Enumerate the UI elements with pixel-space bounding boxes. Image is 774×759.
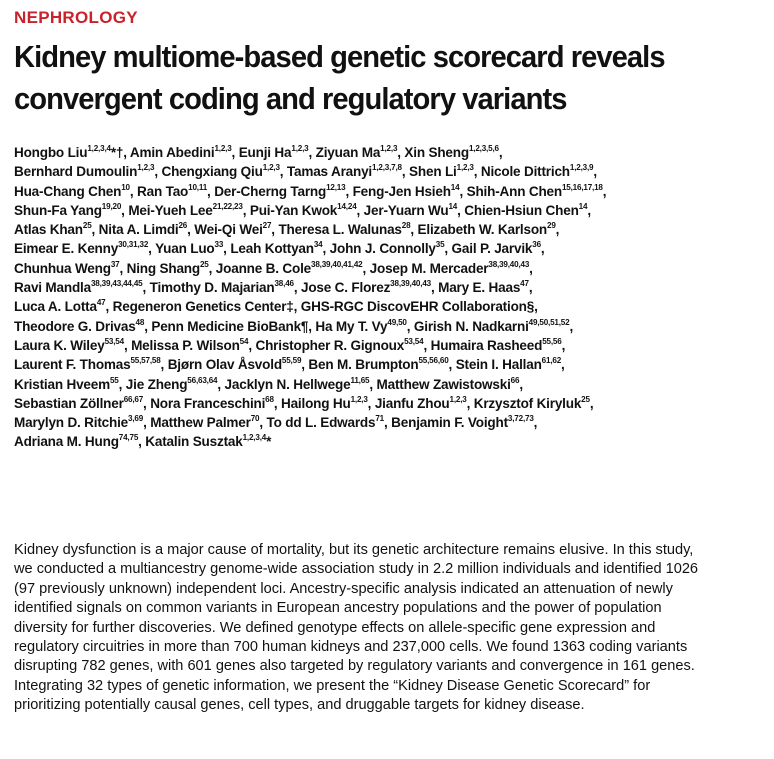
author-separator: , <box>105 299 113 316</box>
author-name <box>363 200 465 219</box>
affiliation-marker: 38,39,43,44,45 <box>90 278 143 289</box>
author-name-text: Ben M. Brumpton <box>308 357 419 374</box>
author-separator: , <box>519 376 523 393</box>
affiliation-marker: 25 <box>581 393 590 404</box>
author-name-text: Wei-Qi Wei <box>194 222 263 239</box>
affiliation-marker: 55,56,60 <box>418 355 449 366</box>
author-name-text: Humaira Rasheed <box>430 337 543 354</box>
author-name <box>267 415 392 431</box>
author-name-text: Nora Franceschini <box>150 395 266 412</box>
author-separator: , <box>119 260 127 277</box>
author-name-text: Eunji Ha <box>238 145 292 161</box>
author-separator: , <box>187 222 195 239</box>
abstract-line: identified signals on common variants in European ancestry populations and the power of population <box>14 599 662 617</box>
author-separator: , <box>121 202 129 219</box>
author-name-text: Girish N. Nadkarni <box>413 318 529 335</box>
author-separator: , <box>444 241 452 258</box>
author-name <box>215 258 370 277</box>
affiliation-marker: 21,22,23 <box>212 200 243 211</box>
author-name <box>466 181 607 200</box>
author-separator: , <box>533 415 538 432</box>
author-separator: , <box>279 164 287 181</box>
author-separator: , <box>397 145 405 161</box>
author-line <box>14 144 749 163</box>
author-separator: , <box>223 241 231 258</box>
author-name-text: Hongbo Liu <box>14 145 88 161</box>
author-separator: , <box>273 395 281 412</box>
abstract-line: Integrating 32 types of genetic information, we present the “Kidney Disease Genetic Scorecard” for <box>14 676 651 694</box>
author-name <box>14 280 150 296</box>
abstract-line: prioritizing potentially causal genes, cell types, and druggable targets for kidney disease. <box>14 696 585 714</box>
author-separator: , <box>498 145 503 161</box>
affiliation-marker: 3,72,73 <box>507 413 534 424</box>
author-separator: , <box>143 395 151 412</box>
author-separator: , <box>406 318 414 335</box>
author-separator: , <box>529 260 533 277</box>
author-separator: , <box>561 357 565 374</box>
affiliation-marker: 49,50,51,52 <box>528 316 570 327</box>
author-separator: , <box>410 222 418 239</box>
author-separator: , <box>555 222 560 239</box>
author-name-text: John J. Connolly <box>329 241 436 258</box>
author-name-text: Atlas Khan <box>14 222 83 239</box>
affiliation-marker: 38,39,40,43 <box>488 258 530 269</box>
affiliation-marker: 37 <box>110 258 120 269</box>
author-name-text: Melissa P. Wilson <box>131 337 240 354</box>
author-name-text: Krzysztof Kiryluk <box>473 395 582 412</box>
affiliation-marker: 25 <box>199 258 209 269</box>
author-name-text: Ziyuan Ma <box>315 145 381 161</box>
affiliation-marker: 14 <box>578 200 588 211</box>
abstract-line: we conducted a multiancestry genome-wide association study in 2.2 million individuals and identified 1026 <box>14 560 699 578</box>
author-name-text: GHS-RGC DiscovEHR Collaboration§, <box>300 299 538 316</box>
affiliation-marker: 36 <box>532 239 541 250</box>
author-name-text: Hua-Chang Chen <box>14 183 122 200</box>
author-name <box>14 357 168 373</box>
author-separator: , <box>430 280 439 297</box>
author-name <box>239 145 316 161</box>
affiliation-marker: 28 <box>401 220 411 231</box>
affiliation-marker: 48 <box>135 316 145 327</box>
author-name-text: Katalin Susztak <box>145 434 243 451</box>
author-name-text: Yuan Luo <box>155 241 215 258</box>
affiliation-marker: 27 <box>262 220 272 231</box>
author-name <box>14 299 113 315</box>
author-separator: , <box>345 183 353 200</box>
author-name-text: Eimear E. Kenny <box>14 241 119 258</box>
author-name <box>413 316 574 335</box>
author-name <box>150 415 266 431</box>
author-separator: , <box>160 357 168 374</box>
author-separator: , <box>143 415 151 432</box>
author-name-text: Leah Kottyan <box>230 241 314 258</box>
author-name <box>391 415 537 431</box>
author-separator: , <box>259 415 267 432</box>
author-name <box>278 222 417 238</box>
affiliation-marker: 19,20 <box>101 200 122 211</box>
author-name-text: Jie Zheng <box>125 376 188 393</box>
author-name-text: Hailong Hu <box>280 395 351 412</box>
author-name-text: Ran Tao <box>137 183 189 200</box>
author-separator: , <box>322 241 330 258</box>
author-separator: , <box>208 260 216 277</box>
affiliation-marker: 49,50 <box>387 316 407 327</box>
author-line <box>14 202 749 221</box>
author-separator: , <box>528 280 533 297</box>
author-name <box>131 335 256 354</box>
affiliation-marker: 61,62 <box>541 355 562 366</box>
affiliation-marker: 55,57,58 <box>130 355 161 366</box>
author-separator: , <box>123 337 132 354</box>
author-separator: , <box>144 318 152 335</box>
author-name-text: Matthew Zawistowski <box>376 376 511 393</box>
author-name <box>481 164 597 180</box>
author-line <box>14 279 749 298</box>
author-name-text: Tamas Aranyi <box>286 164 373 181</box>
affiliation-marker: 1,2,3 <box>137 162 155 173</box>
author-separator: , <box>138 434 146 451</box>
author-name-text: Theodore G. Drivas <box>14 318 136 335</box>
author-separator: , <box>369 376 377 393</box>
author-name-text: Shih-Ann Chen <box>466 183 562 200</box>
author-name-text: Chengxiang Qiu <box>161 164 263 181</box>
affiliation-marker: 71 <box>375 413 385 424</box>
author-name-text: Shun-Fa Yang <box>14 202 102 219</box>
affiliation-marker: 66,67 <box>123 393 144 404</box>
author-name-text: Chien-Hsiun Chen <box>464 202 579 219</box>
author-line <box>14 298 749 317</box>
author-name <box>155 241 230 257</box>
author-separator: , <box>129 183 138 200</box>
author-separator: , <box>118 376 126 393</box>
author-name <box>369 258 533 277</box>
author-name <box>301 299 538 315</box>
affiliation-marker: 15,16,17,18 <box>561 181 603 192</box>
author-separator: , <box>207 183 215 200</box>
author-name <box>374 393 474 412</box>
author-name <box>14 415 150 431</box>
author-name-text: Feng-Jen Hsieh <box>352 183 451 200</box>
author-name-text: Benjamin F. Voight <box>391 415 508 432</box>
author-name-text: Laurent F. Thomas <box>14 357 131 374</box>
author-name <box>14 434 145 450</box>
author-name <box>409 164 481 180</box>
author-name <box>404 145 502 161</box>
article-title <box>14 36 719 120</box>
affiliation-marker: 26 <box>178 220 188 231</box>
author-name <box>249 200 364 219</box>
author-line <box>14 356 749 375</box>
abstract-line: disrupting 782 genes, with 601 genes also targeted by regulatory variants and convergence in 161 genes. <box>14 657 695 675</box>
author-name <box>14 145 130 161</box>
author-name <box>14 258 127 277</box>
author-separator: , <box>367 395 375 412</box>
author-name <box>418 222 560 238</box>
author-name <box>330 241 452 257</box>
affiliation-marker: 35 <box>435 239 445 250</box>
author-line <box>14 414 749 433</box>
author-name <box>456 357 565 373</box>
author-name-text: Kristian Hveem <box>14 376 110 393</box>
author-name <box>280 393 375 412</box>
author-name-text: Sebastian Zöllner <box>14 395 124 412</box>
author-separator: , <box>459 183 467 200</box>
author-line <box>14 395 749 414</box>
author-name <box>130 145 239 161</box>
affiliation-marker: 1,2,3,4 <box>242 432 267 443</box>
author-name-text: Gail P. Jarvik <box>451 241 533 258</box>
author-separator: , <box>91 222 99 239</box>
author-separator: *†, <box>110 145 130 161</box>
author-name-text: Mary E. Haas <box>438 280 521 297</box>
affiliation-marker: 47 <box>96 297 106 308</box>
author-name-text: Pui-Yan Kwok <box>249 202 338 219</box>
author-name-text: To dd L. Edwards <box>266 415 376 432</box>
author-name-text: Xin Sheng <box>404 145 469 161</box>
affiliation-marker: 1,2,3,9 <box>569 162 594 173</box>
author-separator: , <box>540 241 545 258</box>
author-name-text: Nicole Dittrich <box>480 164 570 181</box>
affiliation-marker: 34 <box>313 239 323 250</box>
author-name-text: Ha My T. Vy <box>315 318 388 335</box>
affiliation-marker: 33 <box>214 239 224 250</box>
author-line <box>14 433 749 452</box>
author-separator: , <box>602 183 607 200</box>
abstract <box>14 540 753 715</box>
author-separator: , <box>401 164 410 181</box>
author-name <box>150 393 281 412</box>
affiliation-marker: 74,75 <box>118 432 139 443</box>
author-name-text: Timothy D. Majarian <box>149 280 275 297</box>
author-separator: , <box>457 202 465 219</box>
affiliation-marker: 1,2,3 <box>449 393 467 404</box>
affiliation-marker: 3,69 <box>128 413 144 424</box>
affiliation-marker: 55,59 <box>281 355 302 366</box>
affiliation-marker: 66 <box>510 374 520 385</box>
author-separator: , <box>593 164 597 181</box>
author-name-text: Matthew Palmer <box>150 415 251 432</box>
author-name-text: Ravi Mandla <box>14 280 91 297</box>
author-name <box>255 335 431 354</box>
author-line <box>14 318 749 337</box>
author-line <box>14 221 749 240</box>
author-name <box>452 241 545 257</box>
affiliation-marker: 1,2,3,5,6 <box>468 143 499 153</box>
author-name-text: Regeneron Genetics Center‡, <box>112 299 301 316</box>
author-name-text: Josep M. Mercader <box>369 260 489 277</box>
affiliation-marker: 38,46 <box>274 278 294 289</box>
affiliation-marker: 47 <box>520 278 529 289</box>
author-separator: , <box>154 164 162 181</box>
author-separator: , <box>231 145 239 161</box>
author-name <box>473 393 594 412</box>
author-name-text: Nita A. Limdi <box>98 222 179 239</box>
author-name-text: Laura K. Wiley <box>14 337 105 354</box>
affiliation-marker: 1,2,3 <box>350 393 368 404</box>
affiliation-marker: 1,2,3,4 <box>87 143 111 153</box>
author-name-text: Stein I. Hallan <box>455 357 542 374</box>
affiliation-marker: 55,56 <box>542 335 562 346</box>
author-name <box>126 258 216 277</box>
author-name <box>145 434 271 450</box>
affiliation-marker: 1,2,3 <box>456 162 474 173</box>
affiliation-marker: 1,2,3 <box>214 143 232 153</box>
author-separator: , <box>362 260 370 277</box>
author-name <box>352 181 467 200</box>
affiliation-marker: 38,39,40,41,42 <box>310 258 363 269</box>
affiliation-marker: 53,54 <box>404 335 424 346</box>
author-name <box>14 393 151 412</box>
affiliation-marker: 1,2,3 <box>262 162 280 173</box>
affiliation-marker: 14,24 <box>337 200 357 211</box>
author-name <box>14 241 155 257</box>
author-name <box>151 319 315 335</box>
author-name-text: Penn Medicine BioBank¶, <box>151 318 316 335</box>
author-name <box>137 181 215 200</box>
author-separator: , <box>569 318 574 335</box>
author-name <box>125 374 225 393</box>
author-separator: , <box>466 395 474 412</box>
author-name-text: Amin Abedini <box>129 145 215 161</box>
author-name-text: Joanne B. Cole <box>215 260 311 277</box>
affiliation-marker: 54 <box>239 335 249 346</box>
author-name <box>224 374 377 393</box>
author-separator: , <box>308 145 316 161</box>
author-name <box>214 181 353 200</box>
author-name <box>128 200 250 219</box>
author-name-text: Ning Shang <box>126 260 200 277</box>
affiliation-marker: 1,2,3 <box>380 143 398 153</box>
author-name <box>99 222 195 238</box>
affiliation-marker: 1,2,3 <box>291 143 309 153</box>
author-separator: , <box>589 395 594 412</box>
author-name-text: Der-Cherng Tarng <box>214 183 327 200</box>
affiliation-marker: 30,31,32 <box>118 239 149 250</box>
abstract-line: Kidney dysfunction is a major cause of mortality, but its genetic architecture remains elusive. In this study, <box>14 541 694 558</box>
abstract-line: regulatory circuitries in more than 700 human kidneys and 237,000 cells. We found 1363 coding variants <box>14 637 688 655</box>
author-name <box>161 164 286 180</box>
affiliation-marker: 14 <box>448 200 458 211</box>
author-name <box>376 374 523 393</box>
author-name <box>14 222 99 238</box>
abstract-line: diversity for further discoveries. We defined genotype effects on allele-specific gene expression and <box>14 618 656 636</box>
affiliation-marker: 10,11 <box>188 181 208 192</box>
title-line: convergent coding and regulatory variants <box>14 81 567 116</box>
author-name <box>14 200 129 219</box>
author-name-text: Jose C. Florez <box>300 280 391 297</box>
author-line <box>14 376 749 395</box>
author-line <box>14 163 749 182</box>
affiliation-marker: 1,2,3,7,8 <box>372 162 402 173</box>
author-name <box>14 164 161 180</box>
author-line <box>14 240 749 259</box>
author-separator: , <box>384 415 392 432</box>
affiliation-marker: 25 <box>82 220 92 231</box>
abstract-line: (97 previously unknown) independent loci. Ancestry-specific analysis indicated an attenuation of newly <box>14 579 673 597</box>
author-separator: , <box>587 202 591 219</box>
author-line <box>14 183 749 202</box>
author-name <box>438 280 532 296</box>
author-name <box>14 374 126 393</box>
author-name-text: Jianfu Zhou <box>374 395 450 412</box>
author-name <box>315 316 414 335</box>
author-name-text: Bjørn Olav Åsvold <box>167 357 282 374</box>
author-name-text: Shen Li <box>409 164 457 181</box>
affiliation-marker: 10 <box>121 181 130 192</box>
affiliation-marker: 11,65 <box>350 374 370 385</box>
author-name <box>150 280 301 296</box>
author-name <box>301 280 438 296</box>
author-separator: , <box>356 202 364 219</box>
affiliation-marker: 29 <box>547 220 556 231</box>
author-separator: , <box>448 357 456 374</box>
author-name <box>287 164 409 180</box>
affiliation-marker: 56,63,64 <box>187 374 218 385</box>
author-separator: , <box>293 280 301 297</box>
author-separator: , <box>148 241 156 258</box>
affiliation-marker: 68 <box>265 393 274 404</box>
author-name-text: Adriana M. Hung <box>14 434 119 451</box>
author-name-text: Christopher R. Gignoux <box>255 337 405 354</box>
author-name <box>194 222 278 238</box>
author-name <box>14 181 138 200</box>
affiliation-marker: 70 <box>250 413 260 424</box>
section-label: NEPHROLOGY <box>14 8 138 27</box>
author-separator: , <box>142 280 150 297</box>
author-name-text: Marylyn D. Ritchie <box>14 415 129 432</box>
author-name <box>316 145 405 161</box>
author-name <box>14 335 132 354</box>
author-separator: , <box>248 337 256 354</box>
author-separator: , <box>217 376 225 393</box>
author-name <box>168 357 309 373</box>
author-name-text: Elizabeth W. Karlson <box>417 222 548 239</box>
author-name-text: Theresa L. Walunas <box>278 222 402 239</box>
author-name <box>14 316 152 335</box>
affiliation-marker: 38,39,40,43 <box>390 278 431 289</box>
author-list <box>14 144 749 453</box>
author-line <box>14 260 749 279</box>
author-separator: * <box>266 434 272 451</box>
author-name <box>430 335 566 354</box>
author-name <box>464 200 591 219</box>
author-name <box>230 241 329 257</box>
affiliation-marker: 53,54 <box>104 335 124 346</box>
affiliation-marker: 14 <box>450 181 460 192</box>
affiliation-marker: 12,13 <box>326 181 346 192</box>
author-separator: , <box>242 202 250 219</box>
author-name-text: Jer-Yuarn Wu <box>363 202 449 219</box>
author-name-text: Bernhard Dumoulin <box>14 164 138 181</box>
author-name-text: Jacklyn N. Hellwege <box>224 376 351 393</box>
affiliation-marker: 55 <box>109 374 119 385</box>
author-separator: , <box>561 337 566 354</box>
author-separator: , <box>473 164 481 181</box>
author-name-text: Luca A. Lotta <box>14 299 97 316</box>
author-separator: , <box>423 337 431 354</box>
author-line <box>14 337 749 356</box>
author-name-text: Mei-Yueh Lee <box>128 202 213 219</box>
author-separator: , <box>271 222 279 239</box>
author-separator: , <box>301 357 309 374</box>
author-name-text: Chunhua Weng <box>14 260 111 277</box>
title-line: Kidney multiome-based genetic scorecard reveals <box>14 39 665 74</box>
author-name <box>308 357 455 373</box>
author-name <box>113 299 301 315</box>
